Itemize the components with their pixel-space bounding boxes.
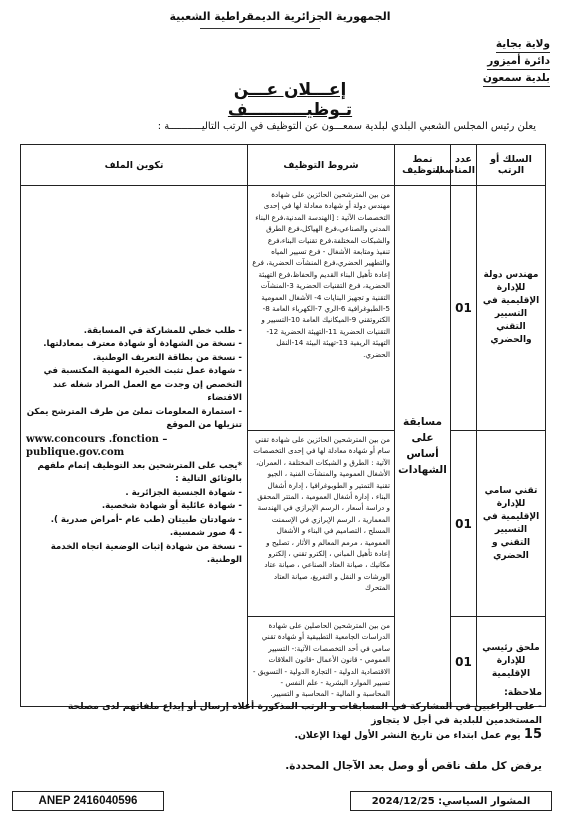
count-cell: 01	[451, 617, 477, 707]
file-item: - شهادتان طبيتان (طب عام -أمراض صدرية ).	[50, 514, 242, 525]
intro-text: يعلن رئيس المجلس الشعبي البلدي لبلدية سمعـــون عن التوظيف في الرتب التاليـــــــــــة :	[157, 121, 536, 132]
reject-notice: يرفض كل ملف ناقص أو وصل بعد الآجال المحددة.	[285, 760, 542, 772]
header-mode: نمط التوظيف	[395, 145, 451, 186]
newspaper-date-box: المشوار السياسي: 2024/12/25	[350, 791, 552, 811]
file-item: - نسخة من بطاقة التعريف الوطنية.	[92, 352, 242, 363]
conditions-cell: من بين المترشحين الحائزين على شهادة مهندس دولة أو شهادة معادلة لها في إحدى التخصصات الآتية : [الهندسة المدنية،فرع البناء المدني والصناعي،فرع الهياكل،فرع الطرق والشبكات المختلفة،فرع تقنيات البناء،فرع تنفيذ ومتابعة الأشغال - فرع تسيير المياه والتطهير الحضري،فرع المنشآت الحضرية، فرع إعادة تأهيل البناء القديم والحفاظ،فرع التهيئة الحضرية، فرع التقنيات الحضرية 3-المنشآت التقنية و تجهيز البنايات 4- الأشغال العمومية 5-الطبوغرافية 6-الري 7-الكهرباء العامة 8- الكتروتقني 9-الميكانيك العامة 10-التسيير و التقنيات الحضرية 11-التهيئة الحضرية 12-التهيئة الريفية 13-تهيئة البيئة 14-النقل الحضري.	[248, 186, 395, 431]
header-rank: السلك أو الرتب	[477, 145, 546, 186]
count-cell: 01	[451, 431, 477, 617]
rank-cell: ملحق رئيسي للإدارة الإقليمية	[477, 617, 546, 707]
file-item: - نسخة من الشهادة أو شهادة معترف بمعادلتها.	[43, 339, 242, 349]
header-file: تكوين الملف	[21, 145, 248, 186]
file-item: - 4 صور شمسية.	[169, 528, 242, 538]
file-note: *يجب على المترشحين بعد التوظيف إتمام ملفهم بالوثائق التالية :	[37, 460, 242, 484]
conditions-cell: من بين المترشحين الحائزين على شهادة تقني سام أو شهادة معادلة لها في إحدى التخصصات الآتية : الطرق و الشبكات المختلفة ، العمران، الأشغال العمومية والمنشآت الفنية ، الجيو تقنية التمتير و الطوبوغرافيا ، إدارة أشغال البناء ، إدارة أشغال العمومية ، المتتر المحقق و دراسة أسعار ، الرسم الإبرازي في الهندسة المعمارية ، الرسم الإبرازي في الإسمنت المسلح ، التصاميم في البناء و الأشغال العمومية ، مرمم المعالم و الأثار ، تصليح و إعادة تأهيل المباني ، إلكترو تقني ، إلكترو مكانيك ، صيانة العتاد الصناعي ، صيانة عتاد الورشات و النقل و التفريغ، صيانة العتاد المتحرك	[248, 431, 395, 617]
rank-cell: مهندس دولة للإدارة الإقليمية في التسيير التقني والحضري	[477, 186, 546, 431]
file-item: - نسخة من شهادة إثبات الوضعية اتجاه الخدمة الوطنية.	[50, 541, 242, 565]
rank-cell: تقني سامي للإدارة الإقليمية في التسيير التقني و الحضري	[477, 431, 546, 617]
days-number: 15	[523, 727, 542, 742]
header-divider	[200, 28, 320, 29]
file-item: - شهادة الجنسية الجزائرية .	[125, 487, 242, 498]
republic-header: الجمهورية الجزائرية الديمقراطية الشعبية	[169, 10, 391, 23]
table-header-row	[21, 145, 546, 186]
notes-label: ملاحظة:	[504, 687, 542, 698]
concours-url[interactable]: www.concours .fonction –publique.gov.com	[26, 433, 168, 458]
file-item: - طلب خطي للمشاركة في المسابقة.	[83, 325, 242, 336]
header-count: عدد المناصب	[451, 145, 477, 186]
header-conditions: شروط التوظيف	[248, 145, 395, 186]
commune-label: بلدية سمعون	[483, 70, 550, 87]
count-cell: 01	[451, 186, 477, 431]
announcement-title: إعـــلان عـــن تـوظيــــــــــف	[227, 80, 353, 120]
file-cell	[21, 186, 248, 707]
notes-block	[22, 686, 542, 743]
notes-line-2	[22, 728, 542, 743]
notes-line-1: - على الراغبين في المشاركة في المسابقات و الرتب المذكورة أعلاه إرسال أو إيداع ملفاتهم لدى مصلحة المستخدمين للبلدية في أجل لا يتجاوز	[67, 701, 542, 726]
mode-cell: مسابقة على أساس الشهادات	[395, 186, 451, 707]
recruitment-table	[20, 144, 546, 707]
file-item: - شهادة عمل تثبت الخبرة المهنية المكتسبة في التخصص إن وجدت مع العمل المراد شغله عند الاقتضاء	[43, 366, 242, 403]
wilaya-label: ولاية بجاية	[496, 36, 550, 53]
notes-line-2-text: يوم عمل ابتداء من تاريخ النشر الأول لهذا الإعلان.	[294, 730, 521, 741]
anep-reference-box: ANEP 2416040596	[12, 791, 164, 811]
table-row	[21, 186, 546, 431]
file-item: - شهادة عائلية أو شهادة شخصية.	[101, 501, 242, 511]
conditions-cell: من بين المترشحين الحاصلين على شهادة الدراسات الجامعية التطبيقية أو شهادة تقني سامي في أحد التخصصات الآتية:- التسيير العمومي - قانون الأعمال -قانون العلاقات الاقتصادية الدولية - التجارة الدولية - التسويق - تسيير الموارد البشرية - علم النفس - المحاسبة و المالية - المحاسبة و التسيير.	[248, 617, 395, 707]
admin-block	[450, 36, 550, 87]
file-item: - استمارة المعلومات تملئ من طرف المترشح يمكن تنزيلها من الموقع	[26, 406, 242, 430]
daira-label: دائرة أميزور	[487, 53, 550, 70]
